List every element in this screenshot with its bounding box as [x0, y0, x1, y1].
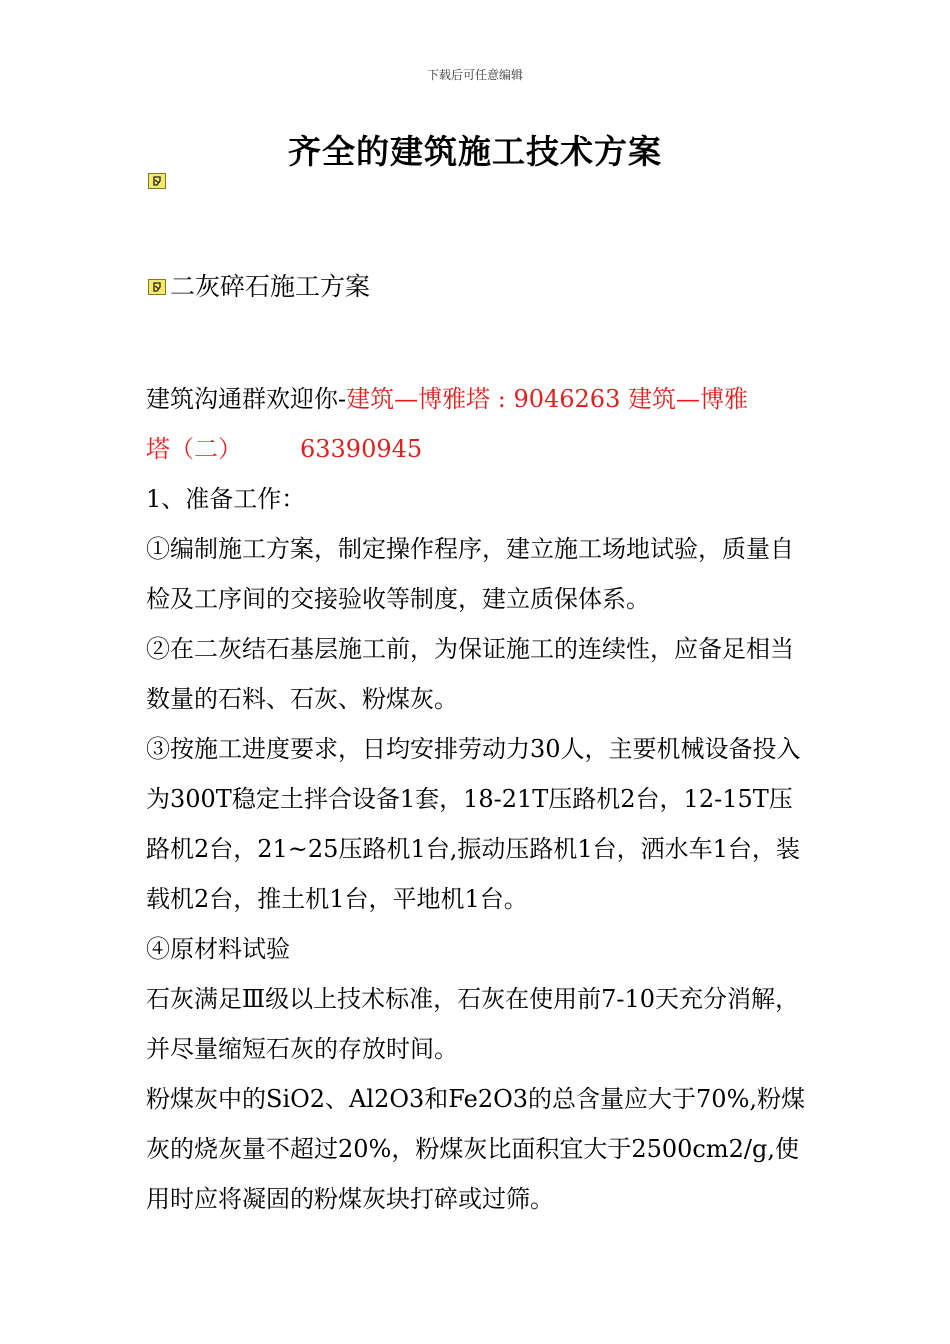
paragraph-prep-heading: 1、准备工作： — [146, 485, 306, 513]
group-intro-line-2 — [146, 424, 806, 474]
header-note: 下载后可任意编辑 — [426, 68, 523, 82]
group-intro-prefix: 建筑沟通群欢迎你- — [146, 385, 347, 413]
paragraph-lime: 石灰满足Ⅲ级以上技术标准，石灰在使用前7-10天充分消解，并尽量缩短石灰的存放时间。 — [146, 985, 800, 1063]
section-heading: 二灰碎石施工方案 — [170, 272, 371, 301]
group-intro-line — [146, 374, 806, 424]
paragraph-flyash: 粉煤灰中的SiO2、Al2O3和Fe2O3的总含量应大于70%,粉煤灰的烧灰量不超过20%，粉煤灰比面积宜大于2500cm2/g,使用时应将凝固的粉煤灰块打碎或过筛。 — [146, 1085, 806, 1213]
paragraph-item-1: ①编制施工方案，制定操作程序，建立施工场地试验，质量自检及工序间的交接验收等制度，建立质保体系。 — [146, 535, 794, 613]
group-number-1: 建筑—博雅塔 : 9046263 建筑—博雅 — [346, 385, 748, 413]
paragraph-item-4: ④原材料试验 — [146, 935, 290, 963]
paragraph-item-2: ②在二灰结石基层施工前，为保证施工的连续性，应备足相当数量的石料、石灰、粉煤灰。 — [146, 635, 794, 713]
group-name-2: 塔（二） — [146, 435, 242, 463]
document-body — [146, 374, 806, 1224]
group-number-2: 63390945 — [300, 435, 423, 463]
image-placeholder-icon — [148, 279, 166, 295]
image-placeholder-icon — [148, 173, 166, 189]
document-title: 齐全的建筑施工技术方案 — [288, 132, 662, 171]
paragraph-item-3: ③按施工进度要求，日均安排劳动力30人，主要机械设备投入为300T稳定土拌合设备1套，18-21T压路机2台，12-15T压路机2台，21~25压路机1台,振动压路机1台，洒水车1台，装载机2台，推土机1台，平地机1台。 — [146, 735, 801, 913]
